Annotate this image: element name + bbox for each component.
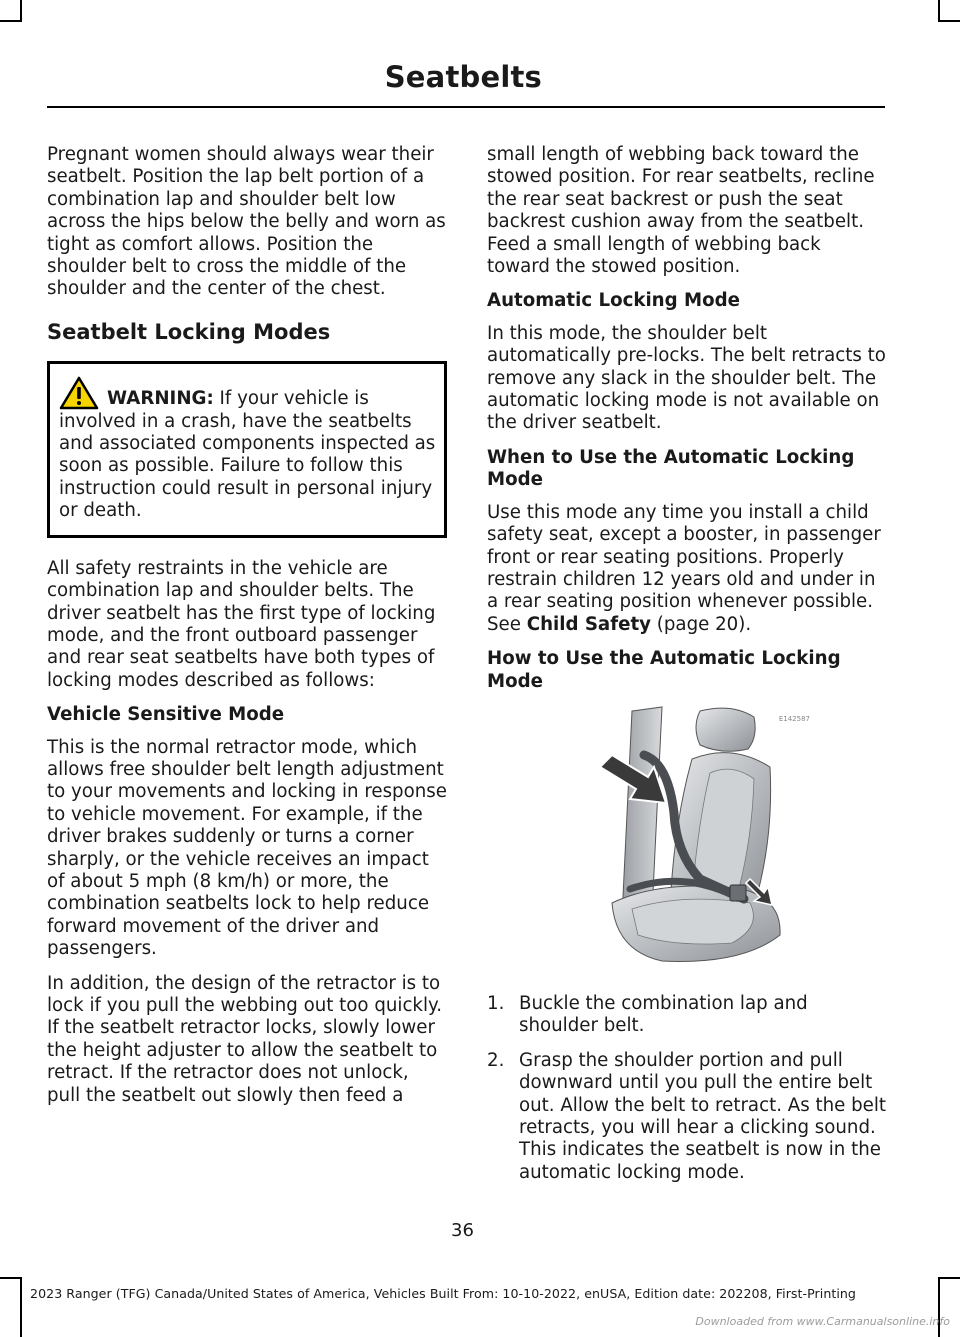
- automatic-locking-mode-heading: Automatic Locking Mode: [487, 290, 740, 312]
- image-code: E142587: [778, 714, 810, 723]
- seat-illustration: [582, 703, 812, 971]
- crop-mark: [938, 1277, 940, 1337]
- vehicle-sensitive-mode-heading: Vehicle Sensitive Mode: [47, 704, 285, 726]
- warning-text: If your vehicle is involved in a crash, have the seatbelts and associated components inspected as soon as possible. Failure to follow this instruction could result in personal injury or death.: [59, 388, 436, 522]
- child-safety-link[interactable]: Child Safety: [526, 613, 652, 635]
- how-to-use-heading: How to Use the Automatic Locking Mode: [487, 648, 841, 692]
- vehicle-sensitive-mode-paragraph: This is the normal retractor mode, which allows free shoulder belt length adjustment to your movements and locking in response to vehicle movement. For example, if the driver brakes suddenly or turns a corner sharply, or the vehicle receives an impact of about 5 mph (8 km/h) or more, the combination seatbelts lock to help reduce forward movement of the driver and passengers.: [47, 736, 447, 960]
- continued-paragraph: small length of webbing back toward the stowed position. For rear seatbelts, recline the rear seat backrest or push the seat backrest cushion away from the seatbelt. Feed a small length of webbing back toward the stowed position.: [487, 144, 875, 278]
- crop-mark: [0, 1277, 22, 1279]
- list-item: 1. Buckle the combination lap and shoulder belt.: [487, 992, 808, 1037]
- crop-mark: [20, 0, 22, 22]
- retractor-paragraph: In addition, the design of the retractor is to lock if you pull the webbing out too quickly. If the seatbelt retractor locks, slowly lower the height adjuster to allow the seatbelt to retract. If the retractor does not unlock, pull the seatbelt out slowly then feed a: [47, 972, 442, 1106]
- crop-mark: [20, 1277, 22, 1337]
- step-list: [487, 993, 887, 1184]
- footer-edition-info: 2023 Ranger (TFG) Canada/United States of America, Vehicles Built From: 10-10-2022, enUSA, Edition date: 202208, First-Printing: [30, 1286, 856, 1301]
- automatic-locking-mode-paragraph: In this mode, the shoulder belt automatically pre-locks. The belt retracts to remove any slack in the shoulder belt. The automatic locking mode is not available on the driver seatbelt.: [487, 322, 886, 434]
- page-title: Seatbelts: [384, 60, 542, 94]
- left-column: [47, 144, 447, 1119]
- intro-paragraph: Pregnant women should always wear their seatbelt. Position the lap belt portion of a combination lap and shoulder belt low across the hips below the belly and worn as tight as comfort allows. Position the shoulder belt to cross the middle of the shoulder and the center of the chest.: [47, 144, 446, 300]
- warning-box: [47, 361, 447, 537]
- watermark: Downloaded from www.Carmanualsonline.info: [695, 1315, 950, 1328]
- restraints-paragraph: All safety restraints in the vehicle are combination lap and shoulder belts. The driver seatbelt has the first type of locking mode, and the front outboard passenger and rear seat seatbelts have both types of locking modes described as follows:: [47, 557, 436, 691]
- crop-mark: [0, 20, 22, 22]
- warning-label: WARNING:: [107, 388, 214, 410]
- when-to-use-heading: When to Use the Automatic Locking Mode: [487, 446, 855, 491]
- crop-mark: [938, 1277, 960, 1279]
- when-to-use-paragraph: Use this mode any time you install a child safety seat, except a booster, in passenger front or rear seating positions. Properly restrain children 12 years old and under in a rear seating position whenever possible. See Child Safety (page 20).: [487, 501, 881, 635]
- warning-triangle-icon: [59, 376, 99, 410]
- section-heading: Seatbelt Locking Modes: [47, 319, 331, 344]
- crop-mark: [938, 20, 960, 22]
- list-item: 2. Grasp the shoulder portion and pull downward until you pull the entire belt out. Allow the belt to retract. As the belt retracts, you will hear a clicking sound. This indicates the seatbelt is now in the automatic locking mode.: [487, 1049, 887, 1183]
- header-divider: [47, 106, 885, 108]
- page-number: 36: [451, 1220, 474, 1241]
- crop-mark: [938, 0, 940, 22]
- right-column: [487, 144, 887, 1196]
